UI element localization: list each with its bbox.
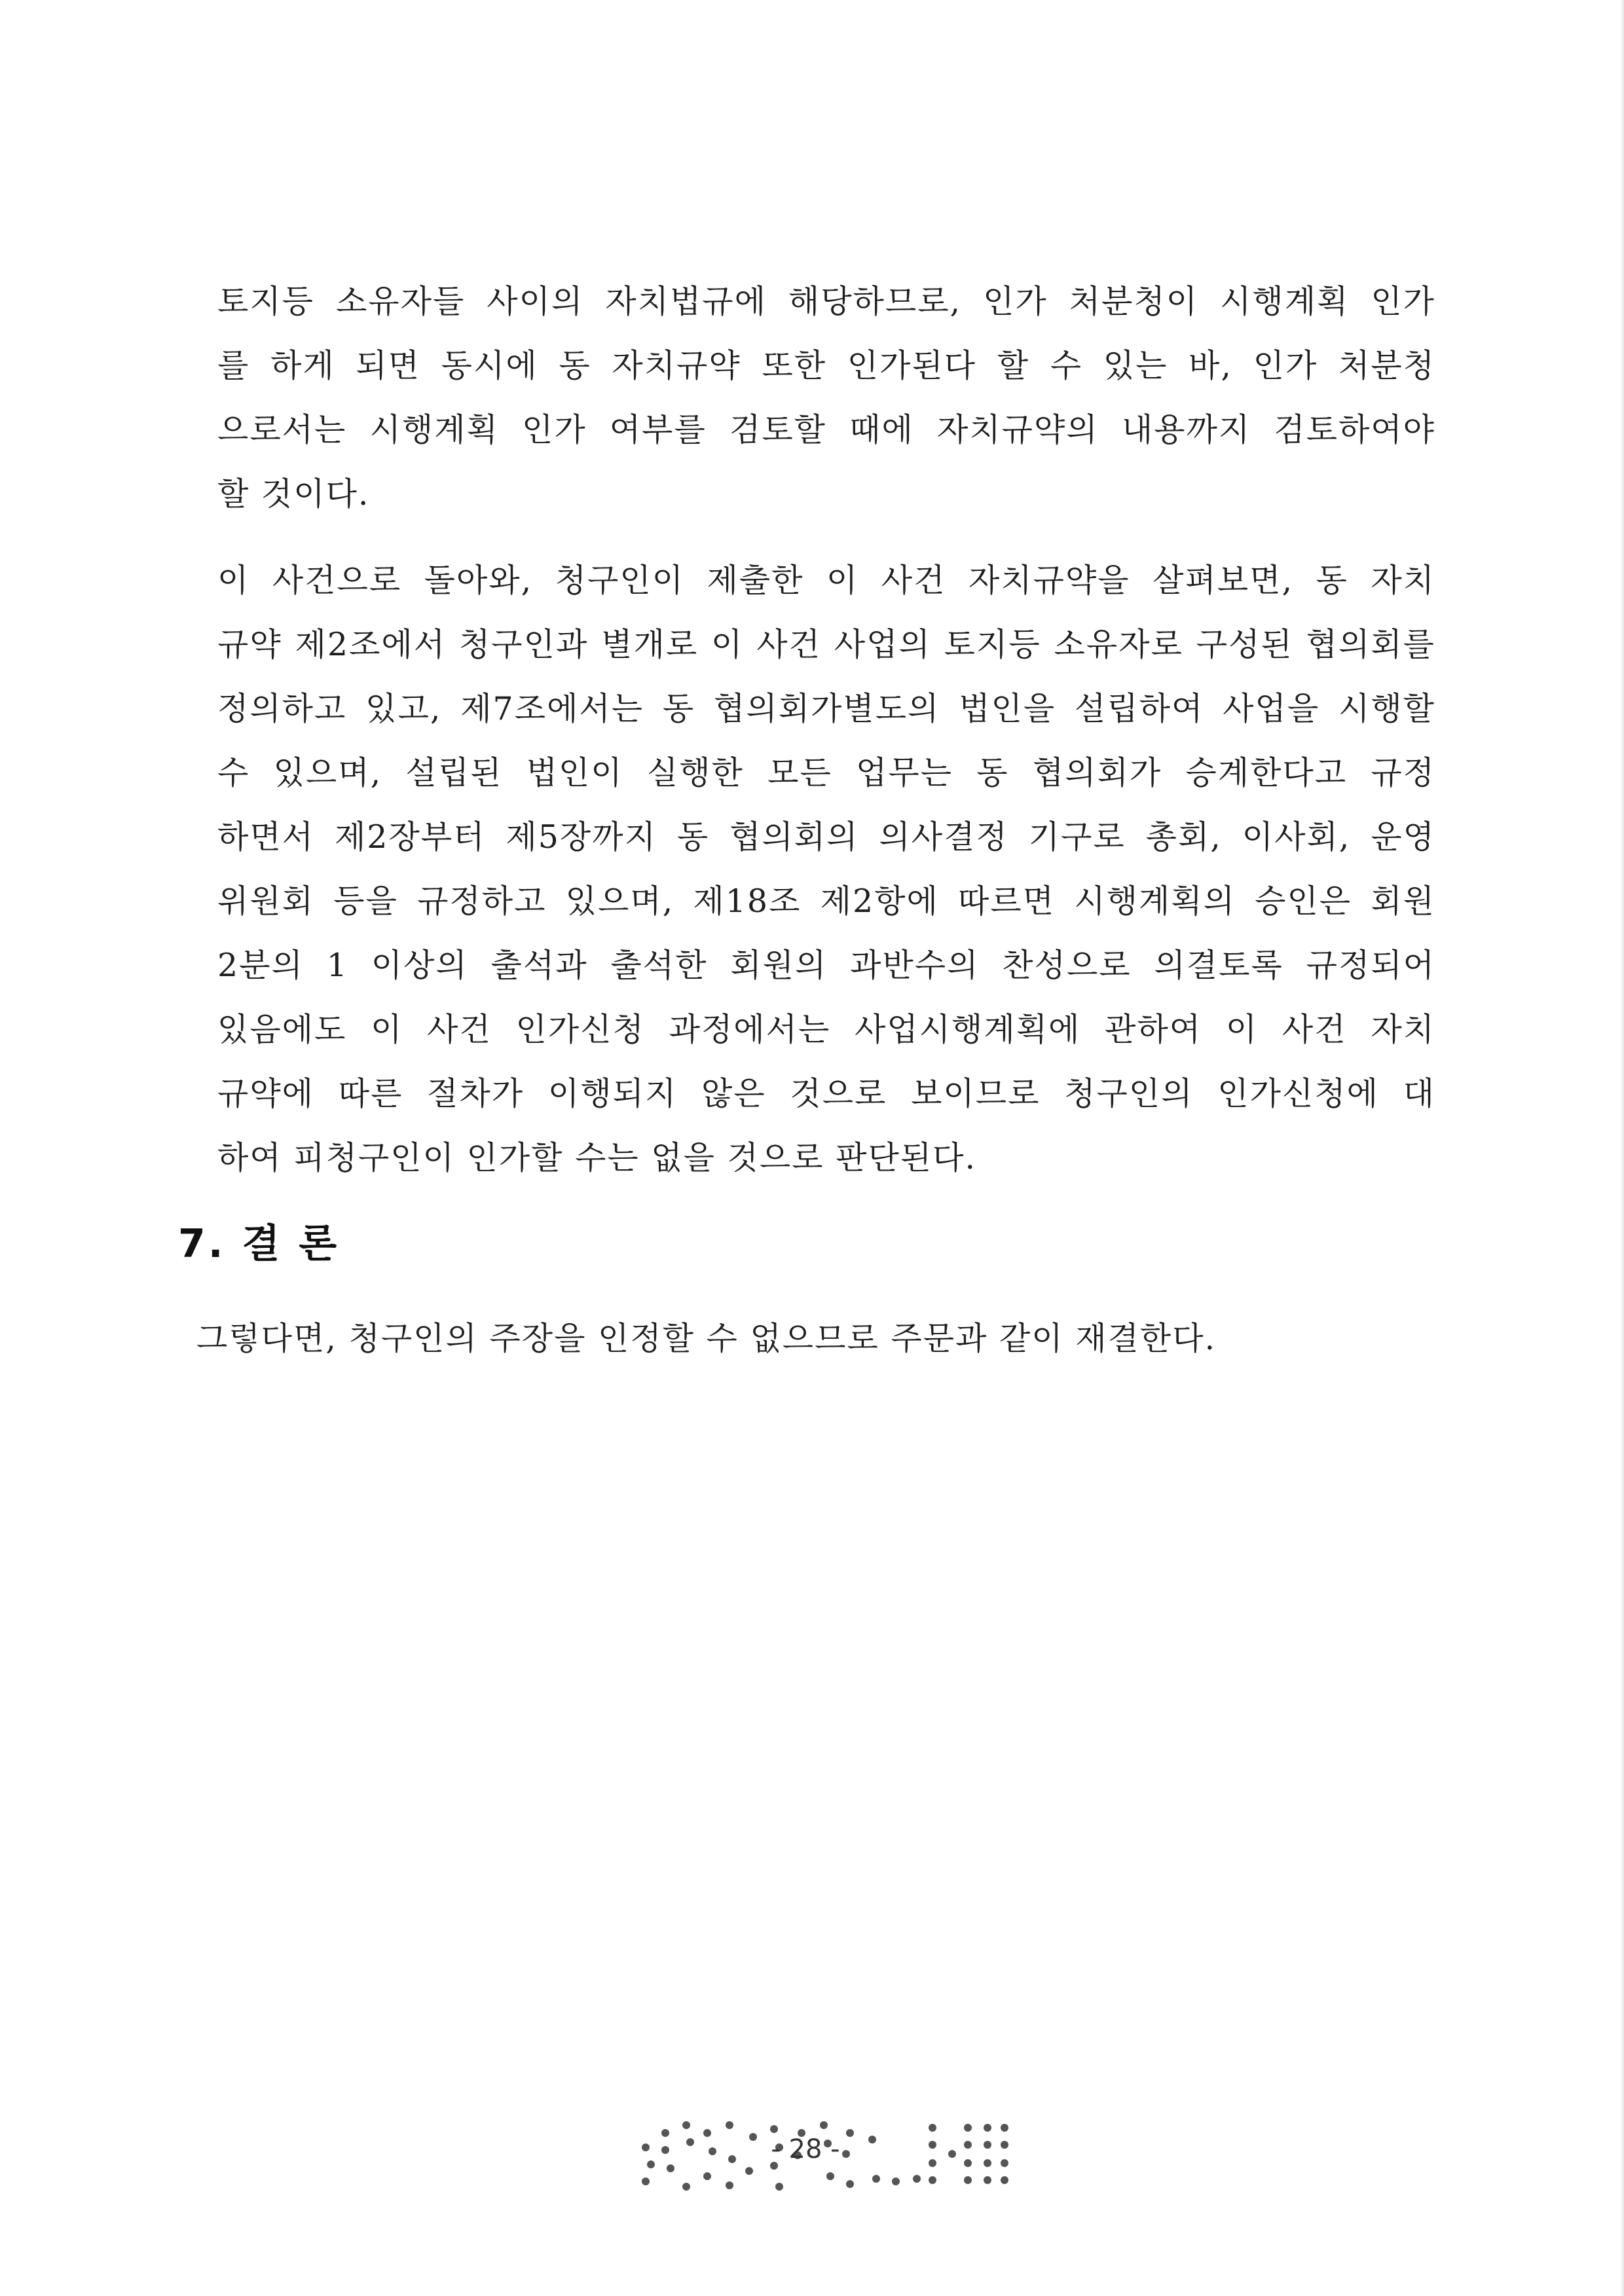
conclusion-text: 그렇다면, 청구인의 주장을 인정할 수 없으므로 주문과 같이 재결한다. [196,1320,1217,1357]
paragraph-line: 토지등 소유자들 사이의 자치법규에 해당하므로, 인가 처분청이 시행계획 인가 [217,283,1435,320]
paragraph-line: 이 사건으로 돌아와, 청구인이 제출한 이 사건 자치규약을 살펴보면, 동 자치 [217,562,1435,599]
paragraph-line: 으로서는 시행계획 인가 여부를 검토할 때에 자치규약의 내용까지 검토하여야 [217,411,1435,448]
paragraph-line: 위원회 등을 규정하고 있으며, 제18조 제2항에 따르면 시행계획의 승인은 회원 [217,883,1435,920]
paragraph-line: 규약에 따른 절차가 이행되지 않은 것으로 보이므로 청구인의 인가신청에 대 [217,1075,1435,1112]
paragraph-line: 정의하고 있고, 제7조에서는 동 협의회가별도의 법인을 설립하여 사업을 시행할 [217,690,1435,727]
paragraph-line: 있음에도 이 사건 인가신청 과정에서는 사업시행계획에 관하여 이 사건 자치 [217,1011,1435,1048]
page-edge [1620,0,1624,2296]
paragraph-line: 할 것이다. [217,475,370,513]
paragraph-line: 하여 피청구인이 인가할 수는 없을 것으로 판단된다. [217,1139,977,1176]
paragraph-1 [217,270,1435,526]
page-number: - 28 - [771,2134,840,2164]
paragraph-line: 2분의 1 이상의 출석과 출석한 회원의 과반수의 찬성으로 의결토록 규정되어 [217,947,1435,984]
paragraph-line: 하면서 제2장부터 제5장까지 동 협의회의 의사결정 기구로 총회, 이사회, 운영 [217,818,1435,856]
paragraph-line: 규약 제2조에서 청구인과 별개로 이 사건 사업의 토지등 소유자로 구성된 협의회를 [217,626,1435,663]
paragraph-2 [217,549,1435,1190]
paragraph-line: 를 하게 되면 동시에 동 자치규약 또한 인가된다 할 수 있는 바, 인가 처분청 [217,347,1435,384]
section-heading-conclusion: 7. 결 론 [178,1221,340,1267]
paragraph-line: 수 있으며, 설립된 법인이 실행한 모든 업무는 동 협의회가 승계한다고 규정 [217,754,1435,792]
